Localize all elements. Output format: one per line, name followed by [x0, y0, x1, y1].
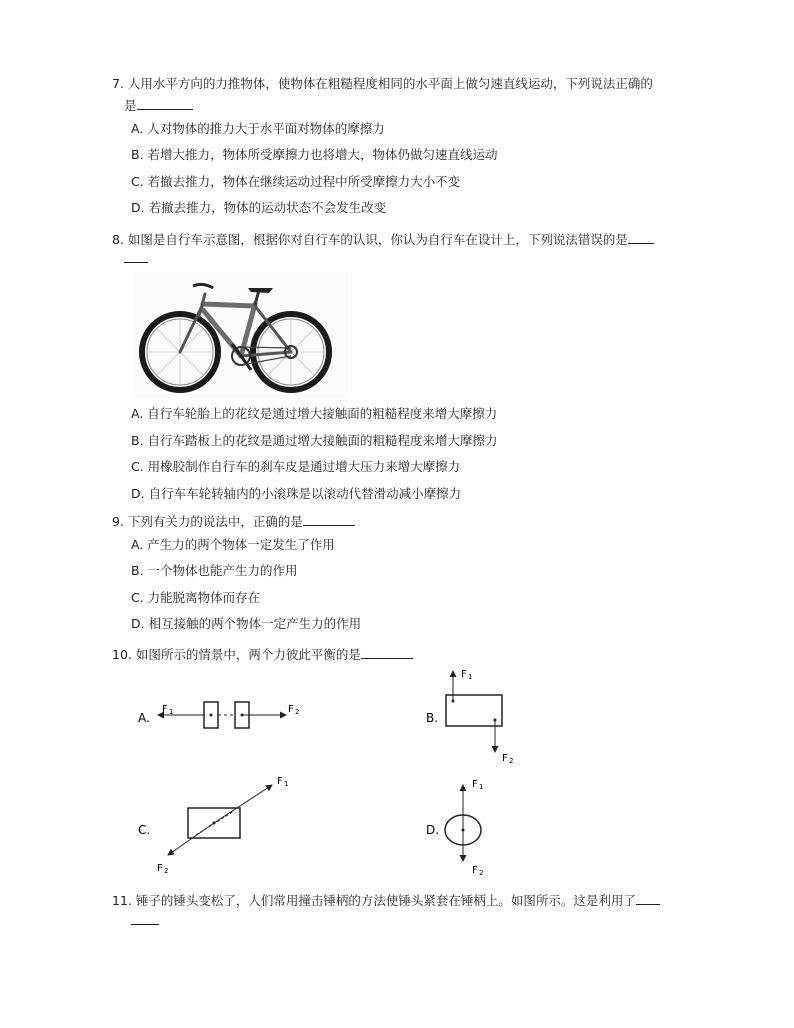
q11-stem-line2 [131, 912, 159, 929]
svg-text:F: F [502, 753, 508, 764]
q7-stem-line2: 是 [124, 97, 193, 114]
q8-stem-line2 [124, 250, 148, 267]
answer-blank[interactable] [628, 231, 654, 244]
svg-text:F: F [157, 863, 163, 874]
svg-text:F: F [461, 669, 467, 680]
q8-option-d: D. 自行车车轮转轴内的小滚珠是以滚动代替滑动减小摩擦力 [131, 486, 462, 501]
svg-text:1: 1 [479, 783, 484, 791]
force-label-f1: F [162, 704, 168, 715]
q9-option-d: D. 相互接触的两个物体一定产生力的作用 [131, 616, 362, 631]
q9-stem: 9. 下列有关力的说法中，正确的是 [112, 513, 355, 530]
answer-blank-continued[interactable] [124, 250, 148, 263]
answer-blank-continued[interactable] [131, 912, 159, 925]
label-d: D. [426, 823, 440, 837]
bicycle-image [133, 272, 348, 397]
q9-option-b: B. 一个物体也能产生力的作用 [131, 563, 298, 578]
answer-blank[interactable] [361, 646, 413, 659]
diagram-c [138, 776, 288, 875]
q7-option-b: B. 若增大推力，物体所受摩擦力也将增大，物体仍做匀速直线运动 [131, 147, 498, 162]
q10-force-diagrams [130, 665, 530, 880]
q7-option-d: D. 若撤去推力，物体的运动状态不会发生改变 [131, 200, 387, 215]
svg-text:2: 2 [164, 867, 169, 875]
svg-text:2: 2 [295, 708, 300, 716]
diagram-b [426, 669, 513, 765]
answer-blank[interactable] [636, 892, 660, 905]
q7-stem-line1: 7. 人用水平方向的力推物体，使物体在粗糙程度相同的水平面上做匀速直线运动，下列说法正确的 [112, 76, 653, 91]
q8-option-a: A. 自行车轮胎上的花纹是通过增大接触面的粗糙程度来增大摩擦力 [131, 406, 498, 421]
label-b: B. [426, 711, 439, 725]
q7-option-a: A. 人对物体的推力大于水平面对物体的摩擦力 [131, 121, 385, 136]
label-a: A. [138, 711, 150, 725]
force-label-f2: F [288, 704, 294, 715]
svg-text:2: 2 [479, 869, 484, 877]
q11-stem: 11. 锤子的锤头变松了，人们常用撞击锤柄的方法使锤头紧套在锤柄上。如图所示。这是利用了 [112, 892, 660, 909]
svg-text:F: F [472, 865, 478, 876]
q9-option-c: C. 力能脱离物体而存在 [131, 590, 261, 605]
svg-text:2: 2 [509, 757, 514, 765]
svg-text:1: 1 [284, 780, 289, 788]
svg-text:1: 1 [169, 708, 174, 716]
q10-stem: 10. 如图所示的情景中，两个力彼此平衡的是 [112, 646, 413, 663]
q9-option-a: A. 产生力的两个物体一定发生了作用 [131, 537, 335, 552]
answer-blank[interactable] [303, 513, 355, 526]
q8-option-b: B. 自行车踏板上的花纹是通过增大接触面的粗糙程度来增大摩擦力 [131, 433, 498, 448]
q8-option-c: C. 用橡胶制作自行车的刹车皮是通过增大压力来增大摩擦力 [131, 459, 461, 474]
svg-text:F: F [277, 776, 283, 787]
svg-text:F: F [472, 779, 478, 790]
svg-text:1: 1 [468, 673, 473, 681]
q7-option-c: C. 若撤去推力，物体在继续运动过程中所受摩擦力大小不变 [131, 174, 461, 189]
diagram-a [138, 702, 299, 728]
q8-stem-line1: 8. 如图是自行车示意图，根据你对自行车的认识，你认为自行车在设计上，下列说法错误的是 [112, 231, 654, 248]
label-c: C. [138, 823, 151, 837]
answer-blank[interactable] [137, 97, 193, 110]
diagram-d [426, 779, 483, 877]
